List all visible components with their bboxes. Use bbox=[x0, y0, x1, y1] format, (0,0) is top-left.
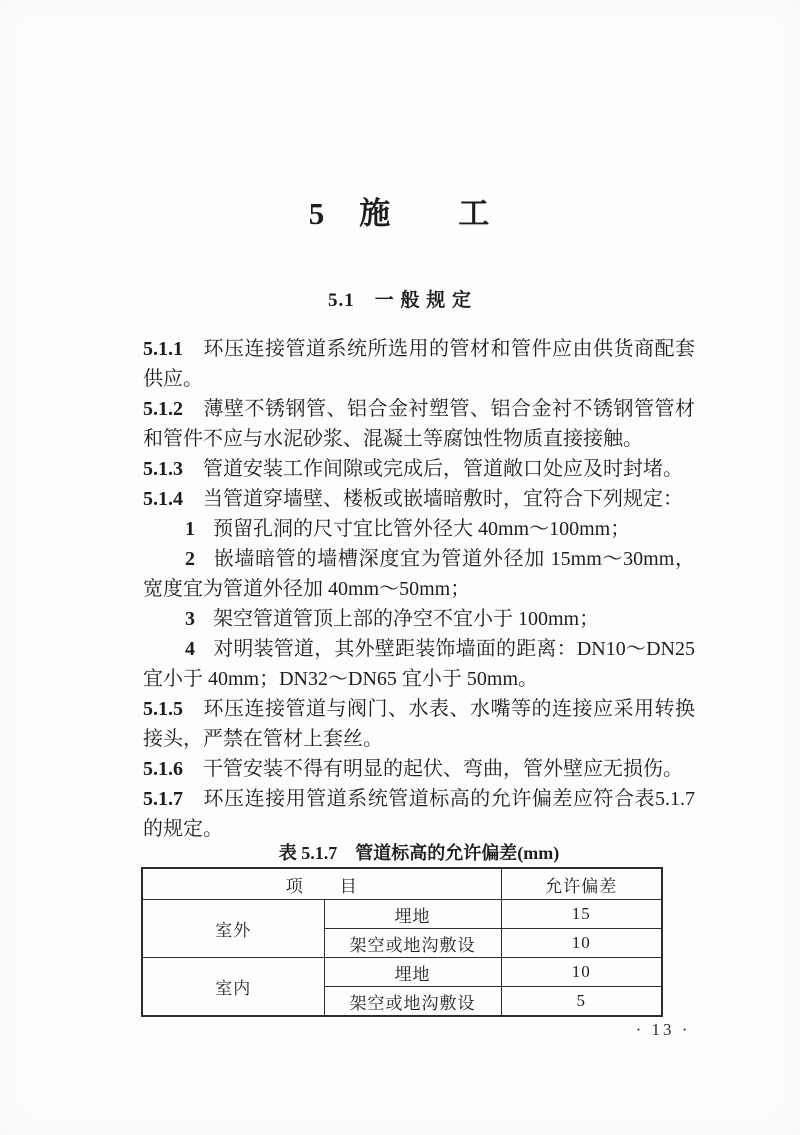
clause-number: 5.1.2 bbox=[143, 398, 183, 420]
table-caption: 表 5.1.7 管道标高的允许偏差(mm) bbox=[278, 843, 560, 863]
subitem-1 bbox=[143, 514, 695, 544]
subitem-text: 对明装管道，其外壁距装饰墙面的距离：DN10～DN25 宜小于 40mm；DN32～DN65 宜小于 50mm。 bbox=[143, 638, 695, 690]
clause-text: 当管道穿墙壁、楼板或嵌墙暗敷时，宜符合下列规定： bbox=[203, 488, 683, 510]
table-row bbox=[142, 958, 662, 987]
subitem-number: 3 bbox=[185, 608, 195, 630]
table-header-deviation: 允许偏差 bbox=[501, 868, 662, 900]
cell-location-indoor: 室内 bbox=[142, 958, 324, 1017]
subitem-number: 2 bbox=[185, 548, 195, 570]
clause-5-1-4 bbox=[143, 484, 695, 514]
clause-number: 5.1.5 bbox=[143, 698, 183, 720]
clause-text: 环压连接用管道系统管道标高的允许偏差应符合表5.1.7 的规定。 bbox=[143, 788, 695, 840]
clause-5-1-7 bbox=[143, 784, 695, 844]
cell-method: 架空或地沟敷设 bbox=[324, 929, 501, 958]
clause-number: 5.1.7 bbox=[143, 788, 183, 810]
subitem-text: 架空管道管顶上部的净空不宜小于 100mm； bbox=[213, 608, 600, 630]
clause-5-1-6 bbox=[143, 754, 695, 784]
clause-text: 环压连接管道系统所选用的管材和管件应由供货商配套供应。 bbox=[143, 338, 695, 390]
cell-method: 埋地 bbox=[324, 958, 501, 987]
table-row bbox=[142, 900, 662, 929]
clause-text: 环压连接管道与阀门、水表、水嘴等的连接应采用转换接头，严禁在管材上套丝。 bbox=[143, 698, 695, 750]
clause-number: 5.1.4 bbox=[143, 488, 183, 510]
subitem-text: 嵌墙暗管的墙槽深度宜为管道外径加 15mm～30mm，宽度宜为管道外径加 40mm～50mm； bbox=[143, 548, 695, 600]
clause-text: 干管安装不得有明显的起伏、弯曲，管外壁应无损伤。 bbox=[203, 758, 683, 780]
clause-number: 5.1.6 bbox=[143, 758, 183, 780]
table-header-item: 项 目 bbox=[142, 868, 501, 900]
cell-value: 5 bbox=[501, 987, 662, 1017]
body-text bbox=[143, 334, 695, 844]
cell-value: 15 bbox=[501, 900, 662, 929]
subitem-text: 预留孔洞的尺寸宜比管外径大 40mm～100mm； bbox=[213, 518, 631, 540]
subitem-3 bbox=[143, 604, 695, 634]
clause-number: 5.1.3 bbox=[143, 458, 183, 480]
cell-value: 10 bbox=[501, 929, 662, 958]
clause-5-1-2 bbox=[143, 394, 695, 454]
clause-5-1-5 bbox=[143, 694, 695, 754]
clause-number: 5.1.1 bbox=[143, 338, 183, 360]
cell-location-outdoor: 室外 bbox=[142, 900, 324, 958]
section-title: 5.1 一 般 规 定 bbox=[327, 290, 472, 311]
page-number: · 13 · bbox=[635, 1020, 691, 1039]
subitem-number: 4 bbox=[185, 638, 195, 660]
table-header-row bbox=[142, 868, 662, 900]
clause-5-1-3 bbox=[143, 454, 695, 484]
clause-text: 管道安装工作间隙或完成后，管道敞口处应及时封堵。 bbox=[203, 458, 683, 480]
chapter-title: 5 施 工 bbox=[308, 196, 492, 231]
cell-value: 10 bbox=[501, 958, 662, 987]
subitem-4 bbox=[143, 634, 695, 694]
cell-method: 架空或地沟敷设 bbox=[324, 987, 501, 1017]
subitem-number: 1 bbox=[185, 518, 195, 540]
clause-text: 薄壁不锈钢管、铝合金衬塑管、铝合金衬不锈钢管管材和管件不应与水泥砂浆、混凝土等腐蚀性物质直接接触。 bbox=[143, 398, 695, 450]
deviation-table bbox=[141, 867, 663, 1017]
cell-method: 埋地 bbox=[324, 900, 501, 929]
clause-5-1-1 bbox=[143, 334, 695, 394]
subitem-2 bbox=[143, 544, 695, 604]
